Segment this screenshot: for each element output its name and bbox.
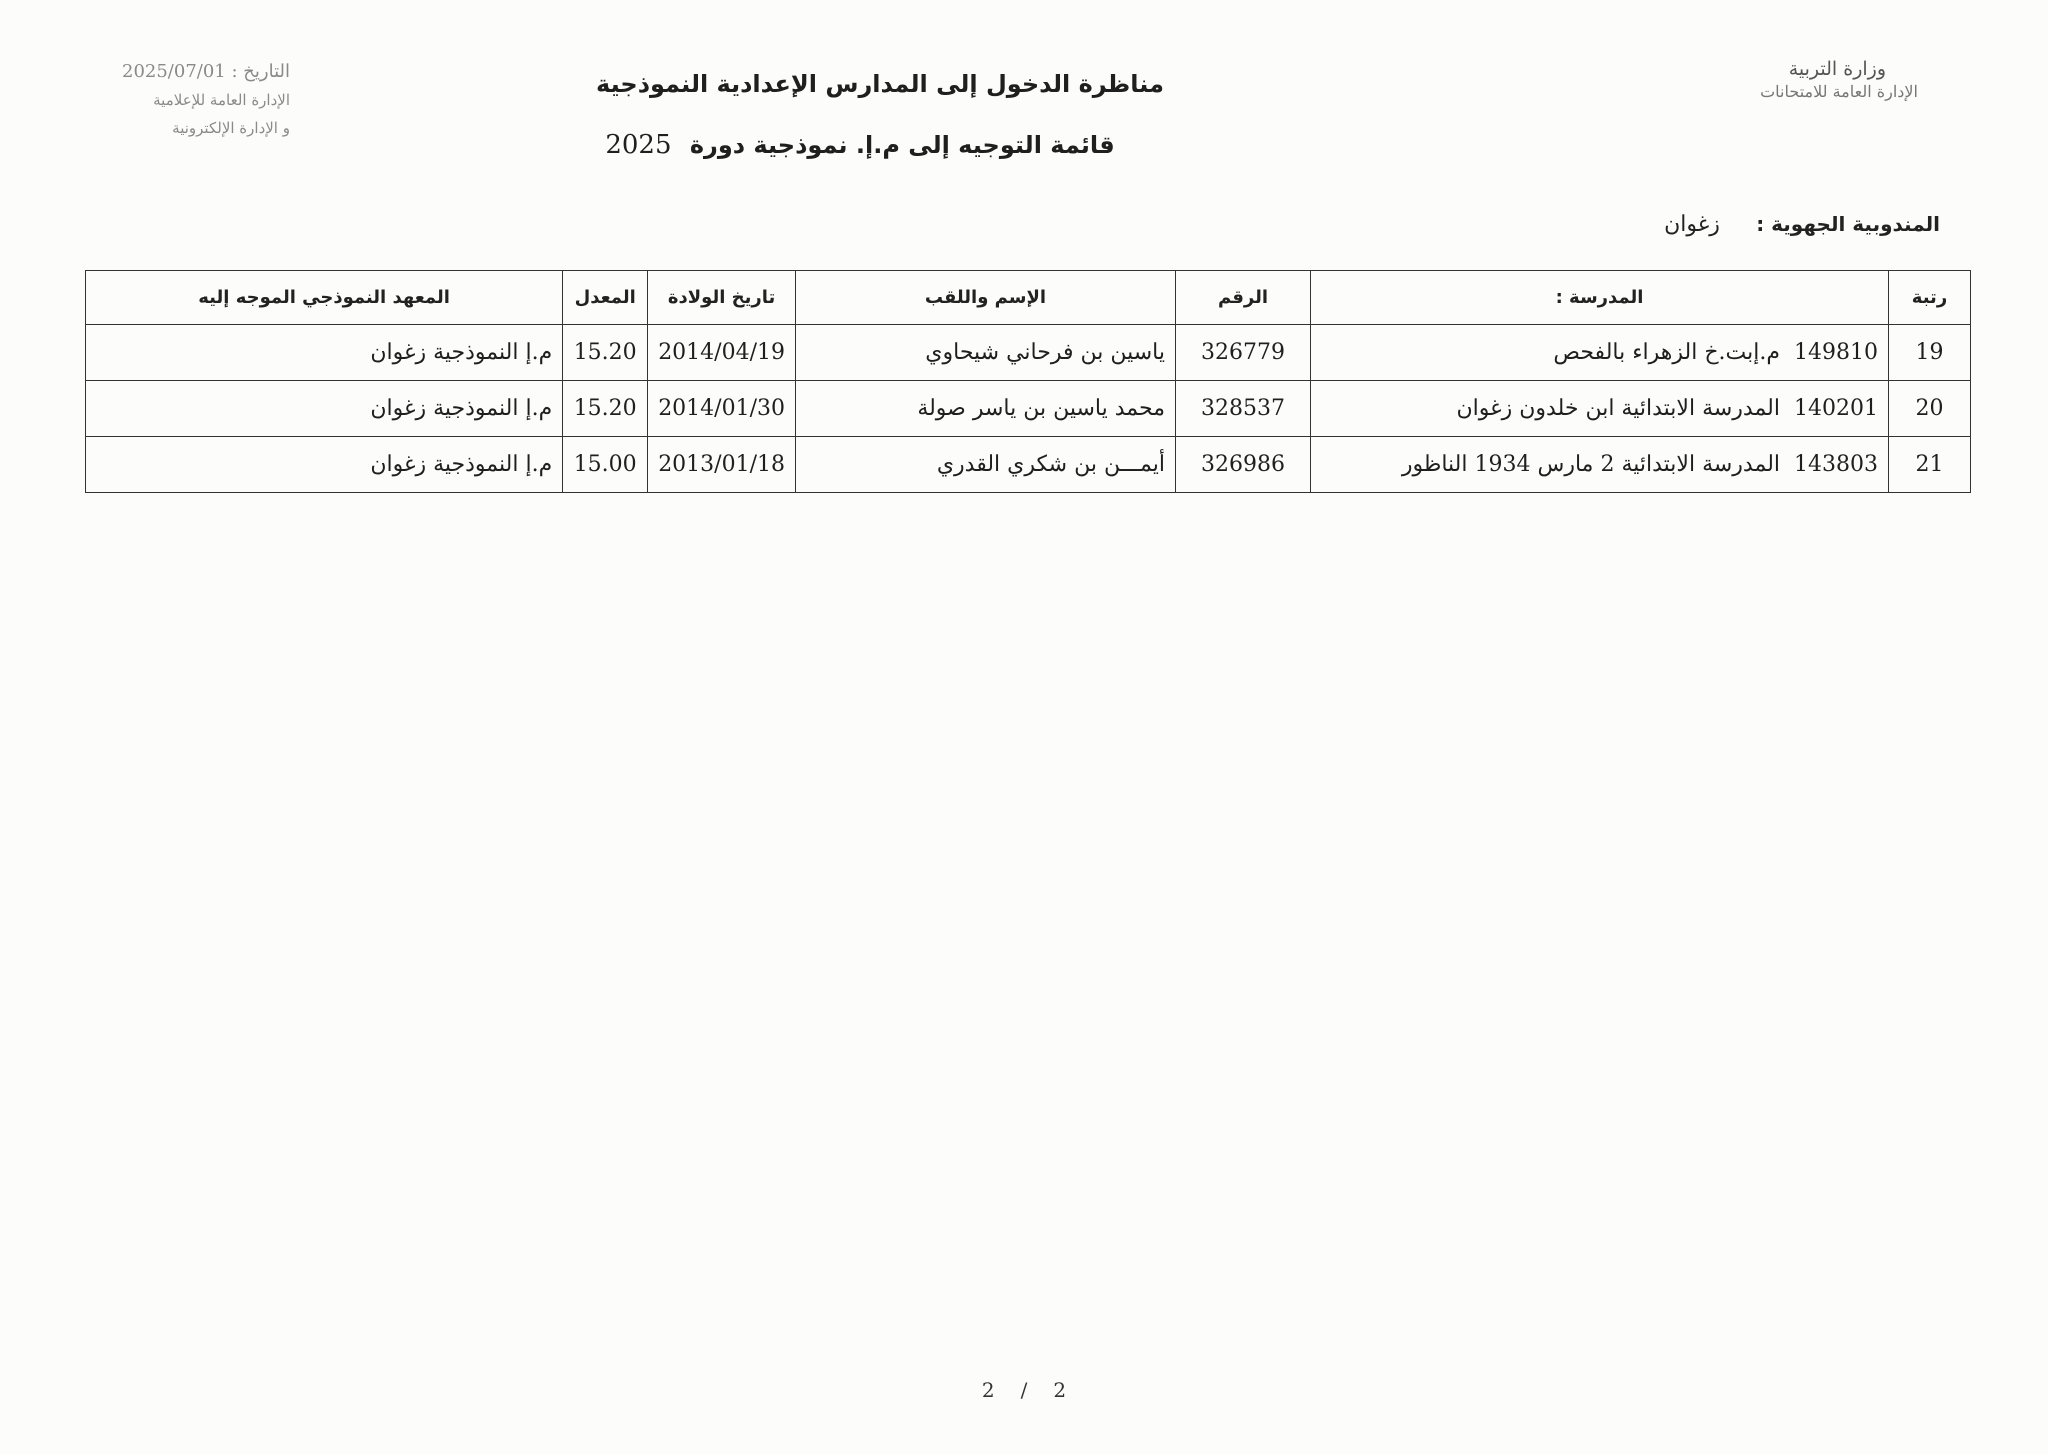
table-row: [86, 325, 1971, 381]
cell-institute: م.إ النموذجية زغوان: [86, 381, 563, 437]
session-year: 2025: [605, 130, 672, 160]
page-separator: /: [1020, 1378, 1028, 1402]
school-name: المدرسة الابتدائية ابن خلدون زغوان: [1456, 396, 1781, 421]
orientation-table: [85, 270, 1971, 493]
cell-school: [1311, 381, 1889, 437]
cell-name: أيمـــن بن شكري القدري: [796, 437, 1176, 493]
cell-name: محمد ياسين بن ياسر صولة: [796, 381, 1176, 437]
cell-number: 326986: [1176, 437, 1311, 493]
header-average: المعدل: [563, 271, 648, 325]
table-header-row: [86, 271, 1971, 325]
header-number: الرقم: [1176, 271, 1311, 325]
table-row: [86, 437, 1971, 493]
cell-rank: 19: [1889, 325, 1971, 381]
header-dob: تاريخ الولادة: [648, 271, 796, 325]
school-code: 149810: [1794, 340, 1878, 365]
regional-value: زغوان: [1664, 212, 1720, 237]
school-code: 143803: [1794, 452, 1878, 477]
it-department-line2: و الإدارة الإلكترونية: [172, 119, 290, 137]
subtitle-text: قائمة التوجيه إلى م.إ. نموذجية دورة: [689, 131, 1115, 159]
date-value: 2025/07/01: [122, 61, 226, 82]
page-current: 2: [981, 1378, 995, 1402]
cell-rank: 21: [1889, 437, 1971, 493]
date-label: التاريخ :: [231, 61, 290, 82]
cell-institute: م.إ النموذجية زغوان: [86, 325, 563, 381]
cell-number: 326779: [1176, 325, 1311, 381]
cell-number: 328537: [1176, 381, 1311, 437]
regional-label: المندوبية الجهوية :: [1756, 212, 1940, 236]
document-subtitle: [0, 130, 1720, 160]
cell-school: [1311, 437, 1889, 493]
cell-rank: 20: [1889, 381, 1971, 437]
school-name: م.إبت.خ الزهراء بالفحص: [1553, 340, 1781, 365]
page-total: 2: [1053, 1378, 1067, 1402]
exams-department: الإدارة العامة للامتحانات: [1760, 82, 1918, 101]
cell-average: 15.20: [563, 325, 648, 381]
ministry-name: وزارة التربية: [1788, 58, 1886, 80]
cell-name: ياسين بن فرحاني شيحاوي: [796, 325, 1176, 381]
cell-average: 15.20: [563, 381, 648, 437]
table-row: [86, 381, 1971, 437]
header-name: الإسم واللقب: [796, 271, 1176, 325]
cell-dob: 2013/01/18: [648, 437, 796, 493]
cell-dob: 2014/01/30: [648, 381, 796, 437]
school-code: 140201: [1794, 396, 1878, 421]
cell-dob: 2014/04/19: [648, 325, 796, 381]
header-rank: رتبة: [1889, 271, 1971, 325]
regional-office: [1664, 212, 1940, 237]
cell-school: [1311, 325, 1889, 381]
ministry-header: [1760, 58, 1918, 101]
document-title: مناظرة الدخول إلى المدارس الإعدادية النموذجية: [596, 70, 1164, 98]
cell-average: 15.00: [563, 437, 648, 493]
results-table: [85, 270, 1971, 493]
school-name: المدرسة الابتدائية 2 مارس 1934 الناظور: [1401, 452, 1781, 477]
it-department-line1: الإدارة العامة للإعلامية: [153, 91, 290, 109]
page-number: [0, 1378, 2048, 1402]
header-institute: المعهد النموذجي الموجه إليه: [86, 271, 563, 325]
header-school: المدرسة :: [1311, 271, 1889, 325]
cell-institute: م.إ النموذجية زغوان: [86, 437, 563, 493]
